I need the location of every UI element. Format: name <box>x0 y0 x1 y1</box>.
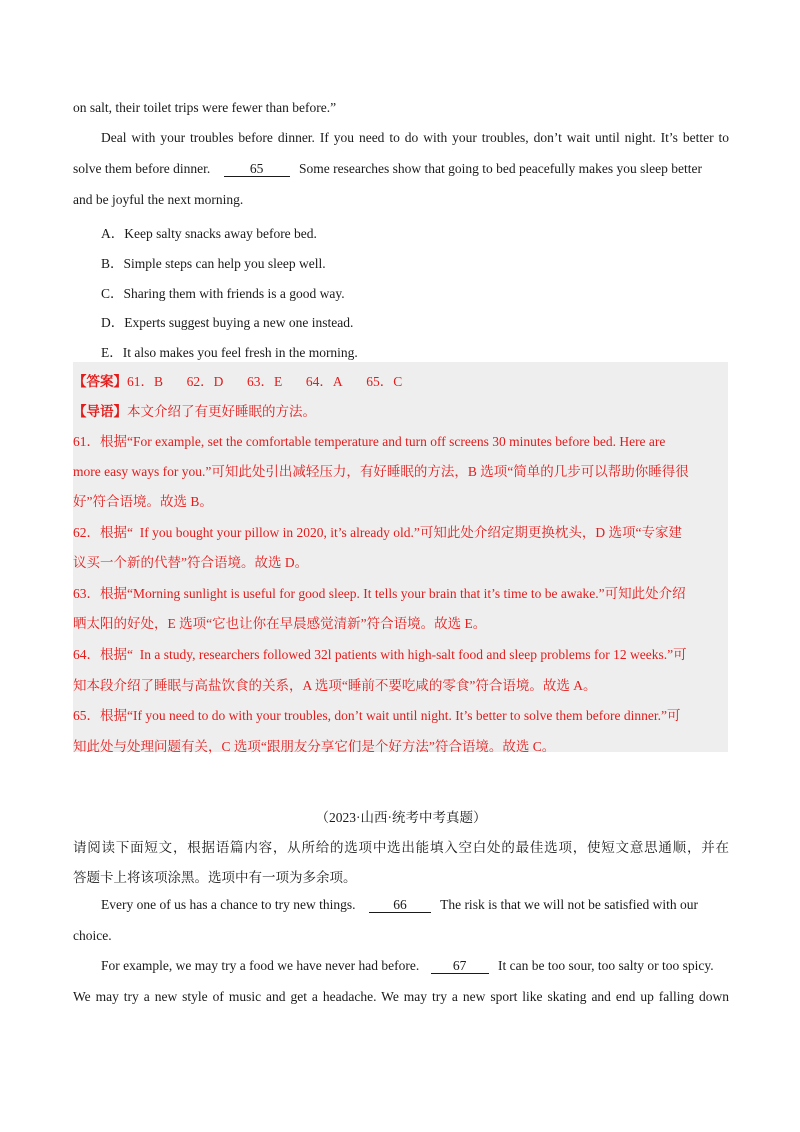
blank-65: 65 <box>224 162 290 177</box>
explanation-62-line-2: 议买一个新的代替”符合语境。故选 D。 <box>73 555 309 570</box>
passage-paragraph-line-1: Deal with your troubles before dinner. If you need to do with your troubles, don’t wait until night. It’s better to <box>101 130 729 145</box>
explanation-64-line-2: 知本段介绍了睡眠与高盐饮食的关系，A 选项“睡前不要吃咸的零食”符合语境。故选 A。 <box>73 678 597 693</box>
blank-67: 67 <box>431 959 489 974</box>
explanation-64-line-1: 64．根据“ In a study, researchers followed 32l patients with high-salt food and sleep problems for 12 weeks.”可 <box>73 647 687 662</box>
answer-text: 61．B 62．D 63．E 64．A 65．C <box>127 374 403 389</box>
passage-line-top: on salt, their toilet trips were fewer than before.” <box>73 100 337 115</box>
option-d: D．Experts suggest buying a new one instead. <box>101 315 354 330</box>
passage2-paragraph-2-line-2: We may try a new style of music and get a headache. We may try a new sport like skating and end up falling down <box>73 989 729 1004</box>
passage2-paragraph-1-line-1 <box>101 897 729 913</box>
explanation-63-line-2: 晒太阳的好处，E 选项“它也让你在早晨感觉清新”符合语境。故选 E。 <box>73 616 487 631</box>
passage-text-after-blank: Some researches show that going to bed peacefully makes you sleep better <box>298 161 702 176</box>
passage2-text-after-blank-66: The risk is that we will not be satisfied with our <box>440 897 699 912</box>
guide-line <box>73 400 729 420</box>
option-b: B．Simple steps can help you sleep well. <box>101 256 326 271</box>
passage-paragraph-line-2 <box>73 161 729 177</box>
passage-text-before-blank: solve them before dinner. <box>73 161 211 176</box>
explanation-65-line-2: 知此处与处理问题有关，C 选项“跟朋友分享它们是个好方法”符合语境。故选 C。 <box>73 739 556 754</box>
instruction-line-2: 答题卡上将该项涂黑。选项中有一项为多余项。 <box>73 870 357 885</box>
instruction-line-1: 请阅读下面短文，根据语篇内容，从所给的选项中选出能填入空白处的最佳选项，使短文意思通顺，并在 <box>73 840 729 855</box>
question-source: （2023·山西·统考中考真题） <box>315 810 487 825</box>
guide-label: 【导语】 <box>73 404 127 419</box>
explanation-61-line-3: 好”符合语境。故选 B。 <box>73 494 213 509</box>
option-e: E．It also makes you feel fresh in the morning. <box>101 345 358 360</box>
option-c: C．Sharing them with friends is a good way. <box>101 286 345 301</box>
blank-66: 66 <box>369 898 431 913</box>
option-a: A．Keep salty snacks away before bed. <box>101 226 317 241</box>
passage-paragraph-line-3: and be joyful the next morning. <box>73 192 244 207</box>
explanation-62-line-1: 62．根据“ If you bought your pillow in 2020, it’s already old.”可知此处介绍定期更换枕头，D 选项“专家建 <box>73 525 682 540</box>
answer-label: 【答案】 <box>73 374 127 389</box>
passage2-text-before-blank-66: Every one of us has a chance to try new things. <box>101 897 356 912</box>
explanation-61-line-1: 61．根据“For example, set the comfortable temperature and turn off screens 30 minutes before bed. Here are <box>73 434 666 449</box>
guide-text: 本文介绍了有更好睡眠的方法。 <box>127 404 316 419</box>
answer-line <box>73 370 729 390</box>
explanation-61-line-2: more easy ways for you.”可知此处引出减轻压力，有好睡眠的方法，B 选项“简单的几步可以帮助你睡得很 <box>73 464 689 479</box>
explanation-63-line-1: 63．根据“Morning sunlight is useful for good sleep. It tells your brain that it’s time to be awake.”可知此处介绍 <box>73 586 686 601</box>
passage2-text-after-blank-67: It can be too sour, too salty or too spicy. <box>498 958 714 973</box>
passage2-paragraph-2-line-1 <box>101 958 729 974</box>
passage2-paragraph-1-line-2: choice. <box>73 928 112 943</box>
explanation-65-line-1: 65．根据“If you need to do with your troubles, don’t wait until night. It’s better to solve them before dinner.”可 <box>73 708 681 723</box>
passage2-text-before-blank-67: For example, we may try a food we have never had before. <box>101 958 420 973</box>
